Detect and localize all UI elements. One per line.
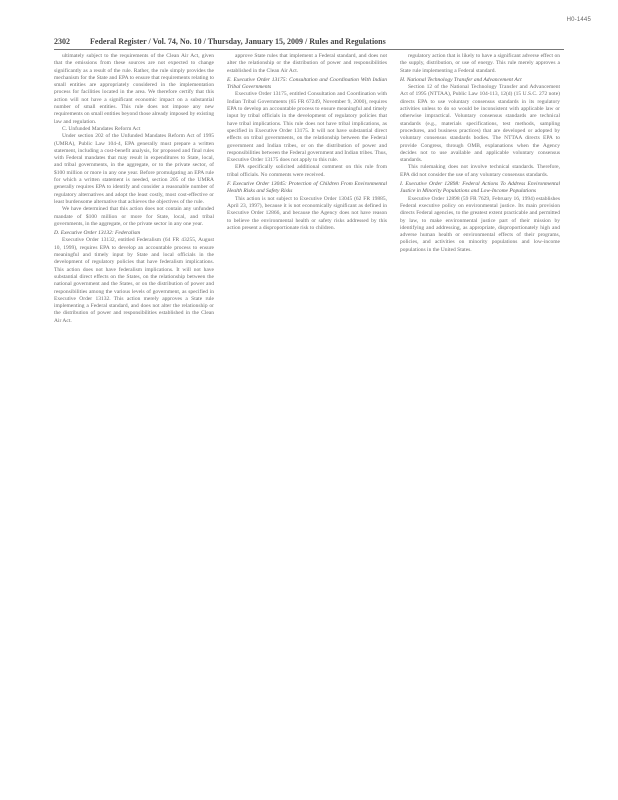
paragraph: Under section 202 of the Unfunded Mandates Reform Act of 1995 (UMRA), Public Law 104-4, EPA generally must prepare a written statement, including a cost-benefit analysis, for proposed and final rules with Federal mandates that may result in expenditures to State, local, and tribal governments, in the aggregate, or to the private sector, of $100 million or more in any one year. Before promulgating an EPA rule for which a written statement is needed, section 205 of the UMRA generally requires EPA to identify and consider a reasonable number of regulatory alternatives and adopt the least costly, most cost-effective or least burdensome alternative that achieves the objectives of the rule.	[54, 133, 214, 205]
paragraph: regulatory action that is likely to have a significant adverse effect on the supply, distribution, or use of energy. This rule merely approves a State rule implementing a Federal standard.	[400, 53, 560, 74]
section-heading: H. National Technology Transfer and Advancement Act	[400, 76, 522, 83]
running-title: Federal Register / Vol. 74, No. 10 / Thursday, January 15, 2009 / Rules and Regulations	[90, 37, 386, 46]
paragraph: We have determined that this action does not contain any unfunded mandate of $100 million or more for State, local, and tribal governments, in the aggregate, or the private sector in any one year.	[54, 206, 214, 227]
paragraph: EPA specifically solicited additional comment on this rule from tribal officials. No comments were received.	[227, 164, 387, 178]
paragraph: Executive Order 12898 (59 FR 7629, February 16, 1994) establishes Federal executive policy on environmental justice. Its main provision directs Federal agencies, to the greatest extent practicable and permitted by law, to make environmental justice part of their mission by identifying and addressing, as appropriate, disproportionately high and adverse human health or environmental effects of their programs, policies, and activities on minority populations and low-income populations in the United States.	[400, 195, 560, 253]
paragraph: approve State rules that implement a Federal standard, and does not alter the relationship or the distribution of power and responsibilities established in the Clean Air Act.	[227, 53, 387, 74]
section-heading: I. Executive Order 12898: Federal Actions To Address Environmental Justice in Minority Populations and Low-Income Populations	[400, 181, 560, 195]
paragraph: Executive Order 13132, entitled Federalism (64 FR 43255, August 10, 1999), requires EPA to develop an accountable process to ensure meaningful and timely input by State and local officials in the development of regulatory policies that have federalism implications. This action does not have federalism implications. It will not have substantial direct effects on the States, on the relationship between the national government and the States, or on the distribution of power and responsibilities among the various levels of government, as specified in Executive Order 13132. This action merely approves a State rule implementing a Federal standard, and does not alter the relationship or the distribution of power and responsibilities established in the Clean Air Act.	[54, 237, 214, 324]
section-heading: E. Executive Order 13175: Consultation and Coordination With Indian Tribal Governments	[227, 76, 387, 91]
paragraph: This rulemaking does not involve technical standards. Therefore, EPA did not consider the use of any voluntary consensus standards.	[400, 164, 560, 178]
document-id-stamp: H0-1445	[566, 17, 591, 23]
text-column-3	[400, 53, 560, 773]
paragraph: ultimately subject to the requirements of the Clean Air Act, given that the emissions from these sources are not expected to change significantly as a result of the rule. Rather, the rule simply provides the mechanism for the State and EPA to ensure that requirements relating to small entities are appropriately considered in the implementation process for facilities located in the area. We therefore certify that this action will not have a significant economic impact on a substantial number of small entities. This rule does not impose any new requirements on small entities beyond those already imposed by existing law and regulation.	[54, 53, 214, 125]
paragraph: This action is not subject to Executive Order 13045 (62 FR 19885, April 23, 1997), because it is not economically significant as defined in Executive Order 12866, and because the Agency does not have reason to believe the environmental health or safety risks addressed by this action present a disproportionate risk to children.	[227, 195, 387, 231]
paragraph: Executive Order 13175, entitled Consultation and Coordination with Indian Tribal Governments (65 FR 67249, November 9, 2000), requires EPA to develop an accountable process to ensure meaningful and timely input by tribal officials in the development of regulatory policies that have tribal implications. This rule does not have tribal implications, as specified in Executive Order 13175. It will not have substantial direct effects on tribal governments, on the relationship between the Federal government and Indian tribes, or on the distribution of power and responsibilities between the Federal government and Indian tribes. Thus, Executive Order 13175 does not apply to this rule.	[227, 91, 387, 164]
paragraph: C. Unfunded Mandates Reform Act	[62, 125, 141, 132]
page-number: 2302	[54, 37, 70, 46]
page-header	[54, 37, 564, 48]
text-column-1	[54, 53, 214, 773]
header-rule	[54, 49, 564, 50]
paragraph: Section 12 of the National Technology Transfer and Advancement Act of 1995 (NTTAA), Public Law 104-113, 12(d) (15 U.S.C. 272 note) directs EPA to use voluntary consensus standards in its regulatory activities unless to do so would be inconsistent with applicable law or otherwise impractical. Voluntary consensus standards are technical standards (e.g., materials specifications, test methods, sampling procedures, and business practices) that are developed or adopted by voluntary consensus standards bodies. The NTTAA directs EPA to provide Congress, through OMB, explanations when the Agency decides not to use available and applicable voluntary consensus standards.	[400, 84, 560, 164]
section-heading: F. Executive Order 13045: Protection of Children From Environmental Health Risks and Safety Risks	[227, 181, 387, 195]
text-column-2	[227, 53, 387, 773]
section-heading: D. Executive Order 13132: Federalism	[54, 230, 141, 237]
